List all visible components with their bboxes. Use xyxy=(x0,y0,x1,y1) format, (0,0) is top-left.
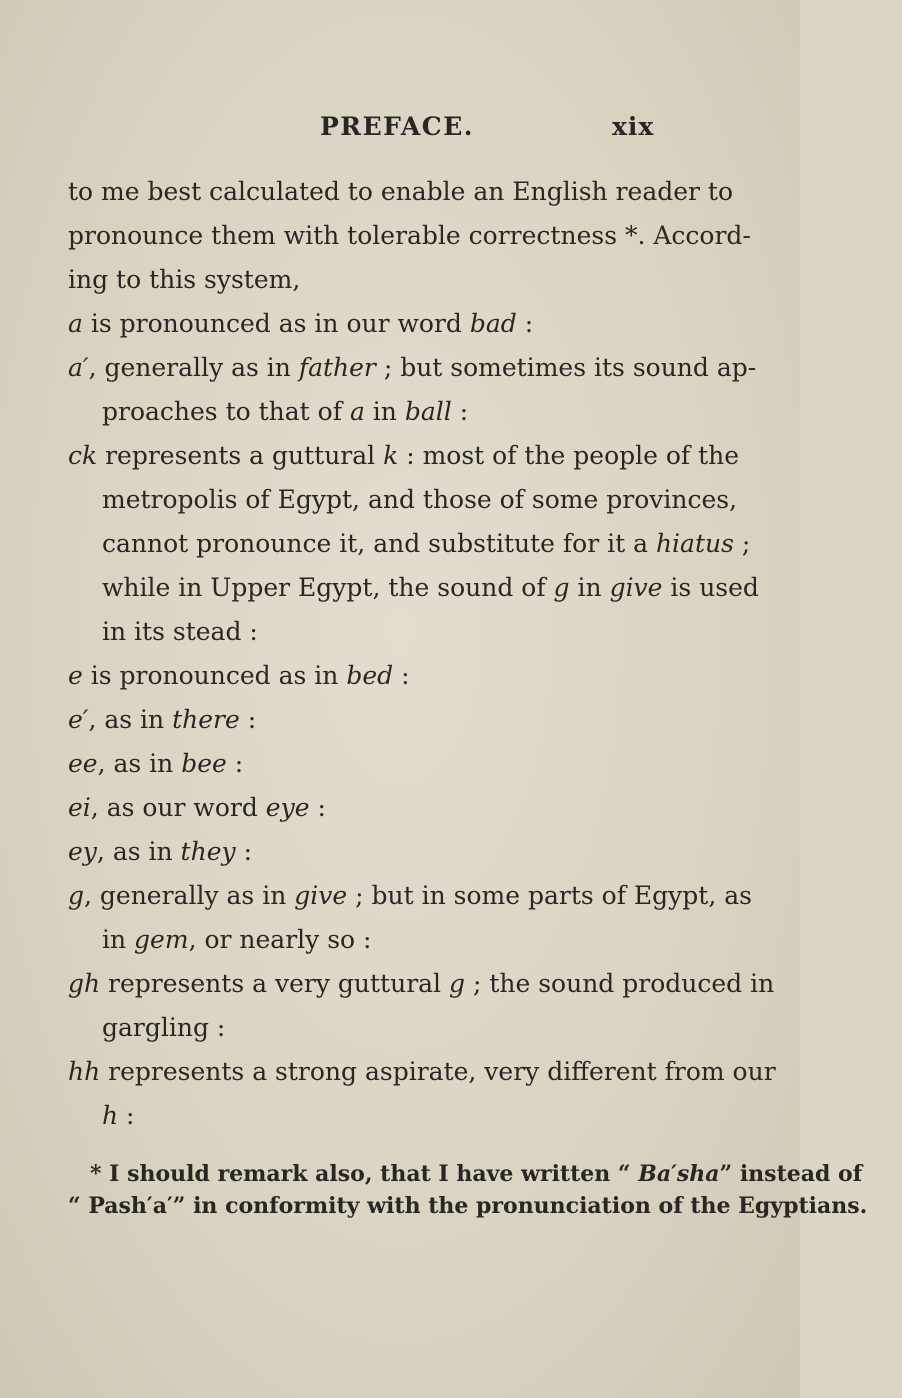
entry-a-accent: a′, generally as in father ; but sometimes its sound ap- xyxy=(68,353,757,382)
text-line: metropolis of Egypt, and those of some provinces, xyxy=(102,485,738,514)
text-line: while in Upper Egypt, the sound of g in give is used xyxy=(102,573,759,602)
entry-ei: ei, as our word eye : xyxy=(68,793,326,822)
text-line: gargling : xyxy=(102,1013,226,1042)
entry-e: e is pronounced as in bed : xyxy=(68,661,410,690)
entry-hh: hh represents a strong aspirate, very different from our xyxy=(68,1057,776,1086)
footnote-line: * I should remark also, that I have written “ Ba′sha” instead of xyxy=(90,1161,863,1187)
entry-a: a is pronounced as in our word bad : xyxy=(68,309,534,338)
page-header xyxy=(0,112,800,152)
text-line: in gem, or nearly so : xyxy=(102,925,372,954)
page-number: xix xyxy=(612,112,655,141)
footnote-line: “ Pash′a′” in conformity with the pronunciation of the Egyptians. xyxy=(68,1193,868,1219)
entry-ee: ee, as in bee : xyxy=(68,749,244,778)
text-line: h : xyxy=(102,1101,135,1130)
text-line: to me best calculated to enable an English reader to xyxy=(68,177,734,206)
text-line: cannot pronounce it, and substitute for it a hiatus ; xyxy=(102,529,751,558)
running-head: PREFACE. xyxy=(320,112,474,141)
entry-ey: ey, as in they : xyxy=(68,837,252,866)
entry-gh: gh represents a very guttural g ; the sound produced in xyxy=(68,969,775,998)
text-line: ing to this system, xyxy=(68,265,301,294)
entry-ck: ck represents a guttural k : most of the people of the xyxy=(68,441,740,470)
text-line: in its stead : xyxy=(102,617,258,646)
entry-g: g, generally as in give ; but in some parts of Egypt, as xyxy=(68,881,752,910)
text-line: pronounce them with tolerable correctness *. Accord- xyxy=(68,221,751,250)
text-line: proaches to that of a in ball : xyxy=(102,397,469,426)
entry-e-accent: e′, as in there : xyxy=(68,705,257,734)
